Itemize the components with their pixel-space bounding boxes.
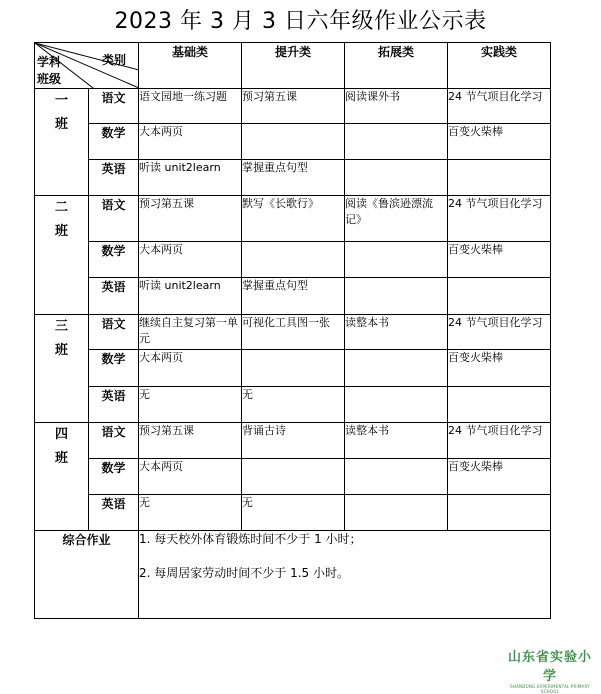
summary-label: 综合作业	[35, 531, 139, 619]
table-cell: 听读 unit2learn	[139, 278, 242, 315]
school-logo-english: SHANDONG EXPERIMENTAL PRIMARY SCHOOL	[510, 684, 590, 694]
table-cell	[345, 459, 448, 495]
table-cell: 无	[139, 495, 242, 531]
table-cell: 百变火柴棒	[448, 350, 551, 387]
corner-cell	[35, 43, 139, 89]
table-cell: 百变火柴棒	[448, 124, 551, 160]
table-row	[35, 387, 551, 423]
table-cell: 可视化工具图一张	[242, 315, 345, 350]
subject-label: 数学	[89, 242, 139, 278]
table-row	[35, 315, 551, 350]
table-cell: 24 节气项目化学习	[448, 196, 551, 242]
table-cell: 读整本书	[345, 315, 448, 350]
table-row	[35, 89, 551, 124]
table-cell: 阅读《鲁滨逊漂流记》	[345, 196, 448, 242]
corner-subject-label: 学科	[37, 55, 62, 69]
table-cell: 预习第五课	[139, 423, 242, 459]
table-cell: 大本两页	[139, 459, 242, 495]
table-cell	[448, 495, 551, 531]
class-label: 一班	[35, 89, 89, 196]
corner-class-label: 班级	[37, 72, 62, 86]
summary-row	[35, 531, 551, 619]
header-advanced: 提升类	[242, 43, 345, 89]
homework-table	[34, 42, 551, 619]
subject-label: 语文	[89, 89, 139, 124]
table-cell: 预习第五课	[139, 196, 242, 242]
table-cell: 掌握重点句型	[242, 278, 345, 315]
subject-label: 英语	[89, 160, 139, 196]
table-row	[35, 350, 551, 387]
table-cell: 阅读课外书	[345, 89, 448, 124]
table-cell	[345, 242, 448, 278]
class-label: 二班	[35, 196, 89, 315]
table-row	[35, 242, 551, 278]
table-cell: 24 节气项目化学习	[448, 89, 551, 124]
table-row	[35, 459, 551, 495]
school-logo-name: 山东省实验小学	[507, 650, 592, 684]
summary-item: 2. 每周居家劳动时间不少于 1.5 小时。	[139, 566, 349, 580]
table-cell	[345, 278, 448, 315]
header-practice: 实践类	[448, 43, 551, 89]
table-row	[35, 495, 551, 531]
table-cell: 24 节气项目化学习	[448, 423, 551, 459]
table-cell	[345, 124, 448, 160]
table-cell	[345, 160, 448, 196]
subject-label: 英语	[89, 278, 139, 315]
class-label: 三班	[35, 315, 89, 423]
subject-label: 语文	[89, 315, 139, 350]
table-cell	[448, 160, 551, 196]
table-row	[35, 124, 551, 160]
table-cell: 大本两页	[139, 124, 242, 160]
table-cell	[345, 495, 448, 531]
table-row	[35, 278, 551, 315]
table-row	[35, 196, 551, 242]
table-cell	[448, 278, 551, 315]
table-cell: 大本两页	[139, 242, 242, 278]
subject-label: 语文	[89, 423, 139, 459]
corner-category-label: 类别	[101, 53, 126, 67]
table-cell	[345, 387, 448, 423]
subject-label: 数学	[89, 350, 139, 387]
table-cell: 背诵古诗	[242, 423, 345, 459]
subject-label: 数学	[89, 459, 139, 495]
table-cell: 听读 unit2learn	[139, 160, 242, 196]
summary-content	[139, 531, 551, 619]
table-cell	[242, 124, 345, 160]
school-logo	[502, 646, 598, 694]
table-cell	[345, 350, 448, 387]
table-cell: 掌握重点句型	[242, 160, 345, 196]
table-cell: 语文园地一练习题	[139, 89, 242, 124]
table-cell: 预习第五课	[242, 89, 345, 124]
subject-label: 数学	[89, 124, 139, 160]
table-cell: 百变火柴棒	[448, 242, 551, 278]
table-cell: 继续自主复习第一单元	[139, 315, 242, 350]
header-extended: 拓展类	[345, 43, 448, 89]
table-cell	[448, 387, 551, 423]
table-row	[35, 160, 551, 196]
table-cell: 读整本书	[345, 423, 448, 459]
subject-label: 英语	[89, 387, 139, 423]
header-basic: 基础类	[139, 43, 242, 89]
table-cell: 百变火柴棒	[448, 459, 551, 495]
page-title: 2023 年 3 月 3 日六年级作业公示表	[114, 9, 487, 34]
summary-item: 1. 每天校外体育锻炼时间不少于 1 小时；	[139, 532, 362, 546]
table-cell: 默写《长歌行》	[242, 196, 345, 242]
table-cell	[242, 459, 345, 495]
subject-label: 语文	[89, 196, 139, 242]
table-cell	[242, 350, 345, 387]
table-cell: 无	[242, 387, 345, 423]
header-row	[35, 43, 551, 89]
table-cell: 无	[242, 495, 345, 531]
subject-label: 英语	[89, 495, 139, 531]
table-row	[35, 423, 551, 459]
table-cell: 24 节气项目化学习	[448, 315, 551, 350]
table-cell: 无	[139, 387, 242, 423]
table-cell	[242, 242, 345, 278]
table-cell: 大本两页	[139, 350, 242, 387]
class-label: 四班	[35, 423, 89, 531]
